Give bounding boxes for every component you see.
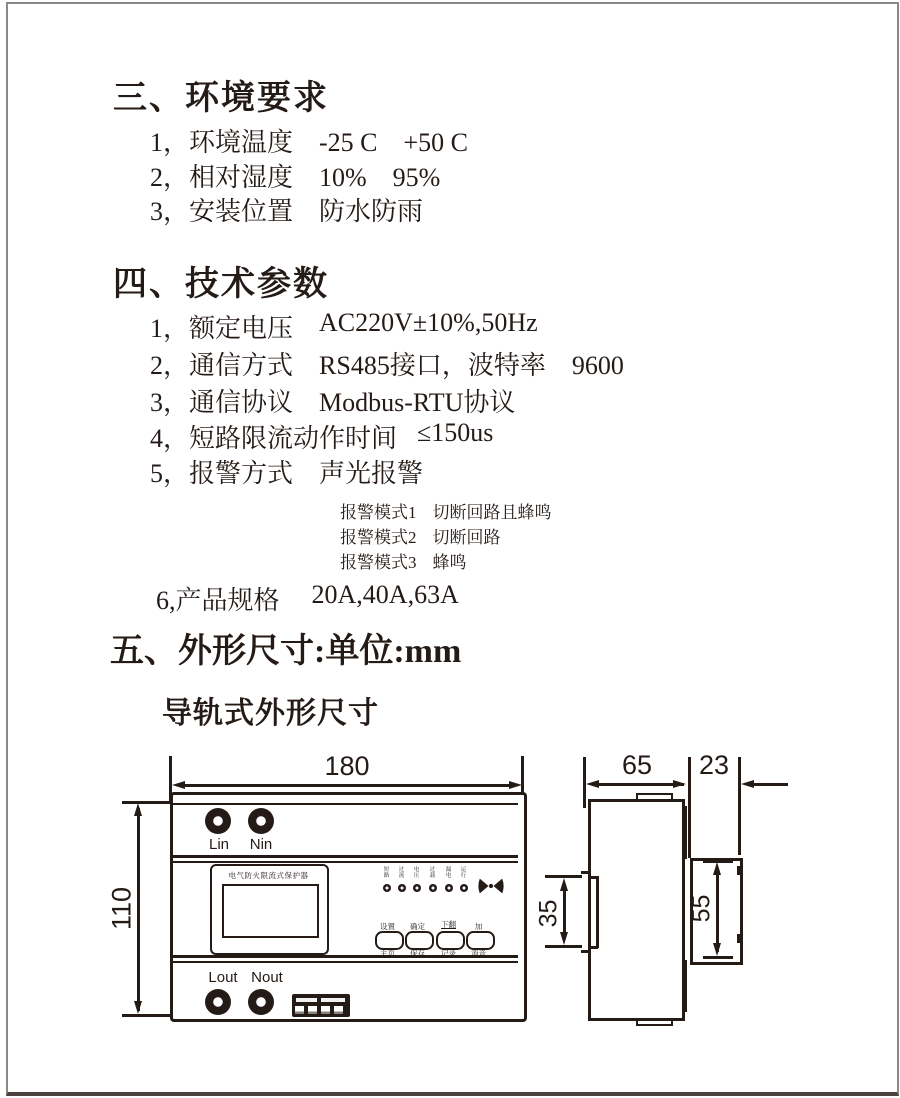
- led-indicator: [460, 884, 468, 892]
- dim-180-line: [183, 784, 510, 787]
- alarm-mode-row: [340, 523, 501, 548]
- tech-item-value: Modbus-RTU协议: [319, 388, 516, 417]
- dim-55-line: [716, 868, 719, 952]
- tech-item: [150, 308, 538, 345]
- button-top-label: 确定: [410, 922, 425, 931]
- env-item-label: 1，环境温度: [150, 128, 294, 157]
- env-item-value: 防水防雨: [319, 197, 424, 226]
- extension-line: [545, 945, 582, 948]
- led-label: 运行: [460, 867, 467, 879]
- env-item-label: 2，相对湿度: [150, 163, 294, 192]
- connector-pin: [295, 1006, 304, 1014]
- led-label: 过流: [398, 867, 405, 879]
- alarm-mode-label: 报警模式1: [340, 503, 417, 522]
- arrowhead: [509, 781, 522, 789]
- tech-item-value: 声光报警: [319, 459, 424, 488]
- led-indicator: [429, 884, 437, 892]
- extension-line: [122, 801, 170, 804]
- lcd-title: 电气防火限流式保护器: [228, 871, 309, 880]
- dim-110-label: 110: [106, 886, 137, 931]
- led-label: 短路: [383, 867, 390, 879]
- section-separator: [173, 961, 518, 963]
- button-bottom-label: 记录: [441, 949, 456, 958]
- arrowhead: [560, 878, 568, 891]
- section-separator: [173, 855, 518, 858]
- connector-label-strip: [296, 998, 317, 1003]
- led-label: 漏电: [445, 867, 452, 879]
- connector-pin: [334, 1006, 343, 1014]
- env-item: [150, 157, 440, 194]
- alarm-mode-value: 切断回路且蜂鸣: [432, 503, 552, 522]
- section-dims-title: 五、外形尺寸:单位:mm: [110, 633, 462, 670]
- env-item: [150, 122, 468, 159]
- tech-item-value: ≤150us: [417, 418, 494, 447]
- led-label: 电压: [413, 867, 420, 879]
- arrowhead: [560, 932, 568, 945]
- spec-value: 20A,40A,63A: [311, 580, 459, 609]
- lcd-screen: [222, 884, 319, 938]
- tech-item: [150, 382, 515, 419]
- arrowhead: [741, 780, 754, 788]
- dim-65-label: 65: [621, 750, 653, 780]
- button-bottom-label: 主页: [380, 949, 395, 958]
- alarm-mode-label: 报警模式3: [340, 553, 417, 572]
- dims-subtitle: 导轨式外形尺寸: [162, 697, 379, 730]
- arrowhead: [586, 780, 599, 788]
- env-item-value: -25 C +50 C: [319, 128, 469, 157]
- side-panel-edge: [685, 960, 687, 1012]
- extension-line: [738, 757, 741, 855]
- dim-180-label: 180: [324, 751, 370, 781]
- arrowhead: [134, 1001, 142, 1014]
- device-side-body: [588, 799, 685, 1021]
- env-item-label: 3，安装位置: [150, 197, 294, 226]
- terminal-nin: [248, 808, 274, 834]
- dim-35-line: [563, 884, 566, 939]
- arrowhead: [172, 781, 185, 789]
- connector-pin: [321, 1006, 330, 1014]
- dim-23-line: [748, 783, 788, 786]
- led-indicator: [383, 884, 391, 892]
- led-indicator: [398, 884, 406, 892]
- device-top-rim-line: [173, 803, 518, 805]
- alarm-mode-value: 蜂鸣: [432, 553, 467, 572]
- section-tech-title: 四、技术参数: [113, 266, 329, 303]
- protrusion-bump: [737, 934, 742, 943]
- alarm-mode-row: [340, 498, 552, 523]
- tech-item-label: 5，报警方式: [150, 459, 294, 488]
- terminal-nin-label: Nin: [249, 836, 273, 853]
- terminal-lout-label: Lout: [208, 969, 238, 986]
- protrusion-bump: [737, 866, 742, 875]
- dim-23-label: 23: [698, 750, 730, 780]
- arrowhead: [673, 780, 686, 788]
- din-clip-line: [596, 876, 599, 948]
- alarm-mode-value: 切断回路: [432, 528, 501, 547]
- extension-line: [703, 956, 733, 959]
- spec-label: 6,产品规格: [156, 586, 280, 615]
- env-item-value: 10% 95%: [319, 163, 441, 192]
- din-clip-hook: [581, 950, 590, 953]
- extension-line: [122, 1014, 170, 1017]
- led-indicator: [445, 884, 453, 892]
- tech-item-label: 3，通信协议: [150, 388, 294, 417]
- button-top-label: 加: [474, 922, 483, 931]
- din-clip-hook: [581, 871, 590, 874]
- section-separator: [173, 861, 518, 863]
- button-top-label: 设置: [380, 922, 395, 931]
- tech-item-label: 4，短路限流动作时间: [150, 424, 398, 453]
- terminal-lin-label: Lin: [208, 836, 230, 853]
- alarm-mode-row: [340, 548, 467, 573]
- terminal-nout: [248, 989, 274, 1015]
- din-clip-line: [588, 946, 598, 949]
- buzzer-icon: [476, 876, 506, 896]
- dim-55-label: 55: [687, 894, 716, 923]
- section-env-title: 三、环境要求: [113, 80, 329, 117]
- tech-item: [150, 345, 624, 382]
- dim-65-line: [594, 783, 684, 786]
- tech-item: [150, 453, 423, 490]
- tech-item-label: 2，通信方式: [150, 351, 294, 380]
- connector-label-strip: [321, 998, 345, 1003]
- led-label: 过载: [429, 867, 436, 879]
- env-item: [150, 191, 423, 228]
- button-bottom-label: 保存: [410, 949, 425, 958]
- led-indicator: [413, 884, 421, 892]
- dim-35-label: 35: [534, 899, 563, 928]
- arrowhead: [134, 803, 142, 816]
- terminal-lin: [205, 808, 231, 834]
- terminal-nout-label: Nout: [251, 969, 283, 986]
- tech-item-value: RS485接口，波特率 9600: [319, 351, 624, 380]
- tech-item: [150, 418, 493, 455]
- spec-row: [156, 580, 459, 617]
- button-top-label: 下翻: [441, 920, 456, 929]
- alarm-mode-label: 报警模式2: [340, 528, 417, 547]
- connector-pin: [308, 1006, 317, 1014]
- arrowhead: [713, 862, 721, 875]
- button-bottom-label: 消音: [471, 949, 486, 958]
- tech-item-label: 1，额定电压: [150, 314, 294, 343]
- terminal-lout: [205, 989, 231, 1015]
- arrowhead: [713, 943, 721, 956]
- tech-item-value: AC220V±10%,50Hz: [319, 308, 538, 337]
- side-panel-edge: [685, 806, 687, 859]
- dim-110-line: [137, 808, 140, 1011]
